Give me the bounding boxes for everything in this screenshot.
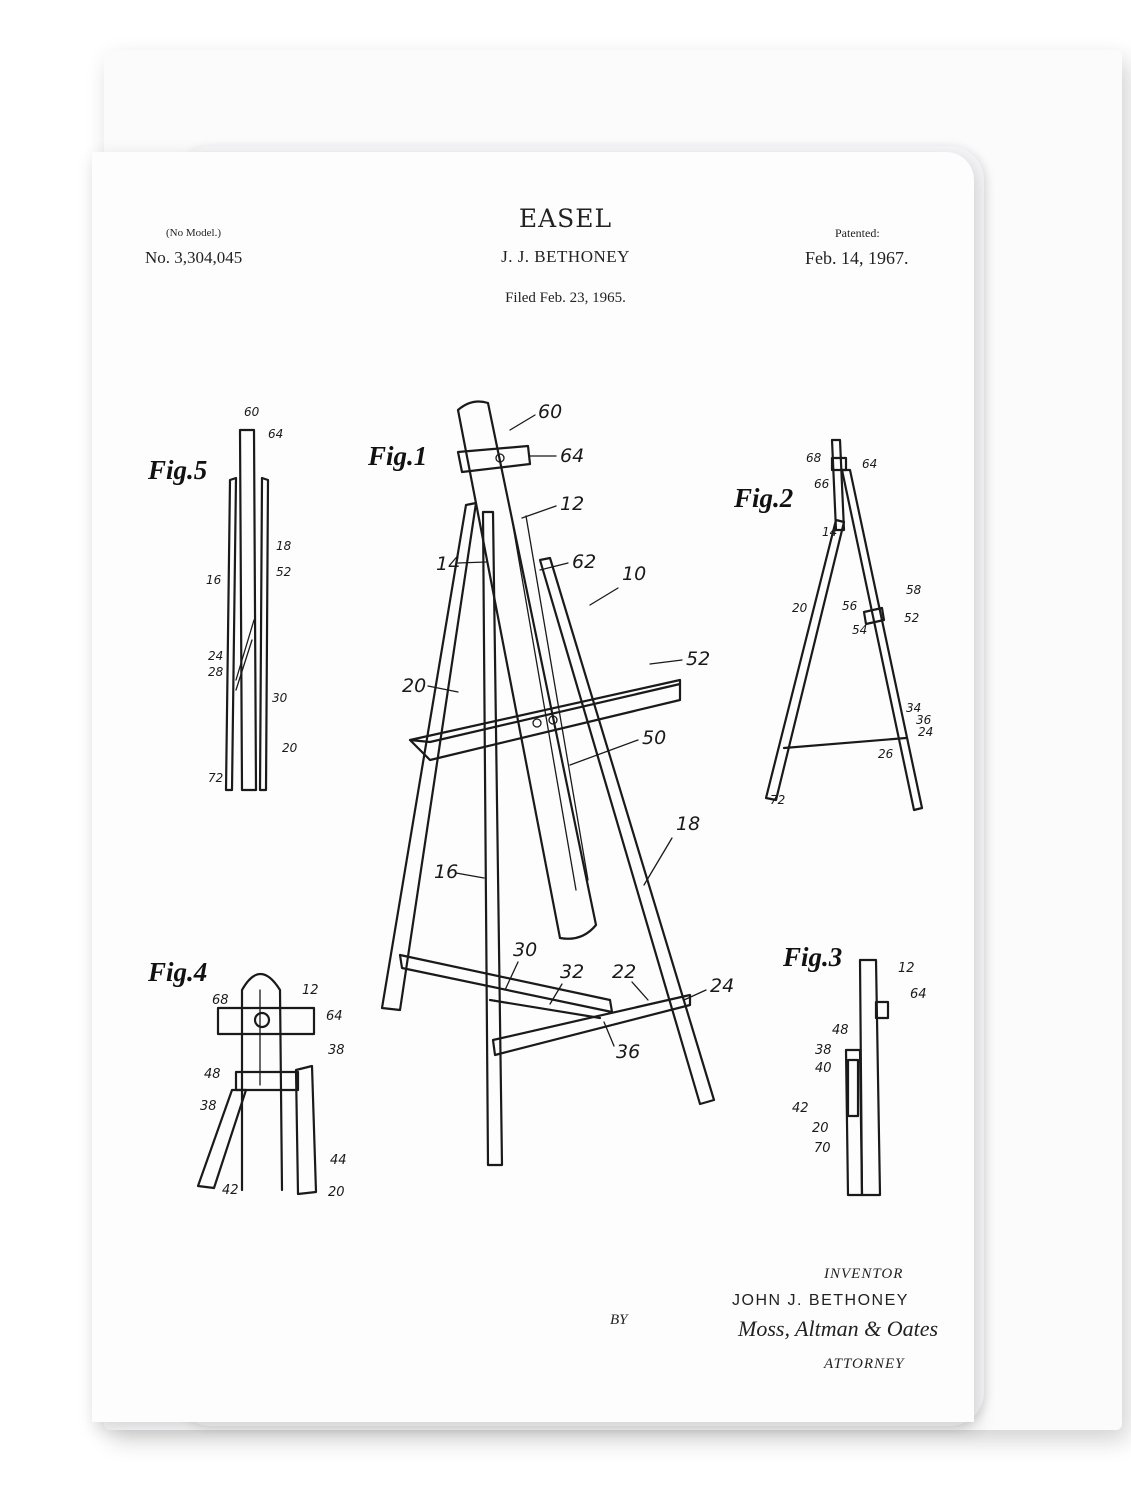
fig3-drawing	[846, 960, 888, 1195]
fig1-shelf-bolt-1	[533, 719, 541, 727]
fig2-ref-14: 14	[822, 525, 838, 539]
fig4-mast	[242, 974, 282, 1190]
no-model-label: (No Model.)	[166, 227, 221, 239]
fig5-ref-28: 28	[208, 665, 224, 679]
fig3-ref-42: 42	[792, 1101, 809, 1116]
fig2-drawing	[766, 440, 922, 810]
patented-label: Patented:	[835, 226, 880, 240]
fig3-ref-64: 64	[910, 987, 927, 1002]
fig4-ref-38b: 38	[200, 1099, 217, 1114]
fig3-ref-40: 40	[815, 1061, 832, 1076]
fig5-leg-right	[260, 478, 268, 790]
fig5-ref-18: 18	[276, 539, 292, 553]
patent-inventor-short: J. J. BETHONEY	[501, 247, 630, 266]
fig1-ref-16: 16	[434, 861, 459, 883]
fig3-bracket	[848, 1060, 858, 1116]
fig1-ref-24: 24	[710, 975, 735, 997]
inventor-name: JOHN J. BETHONEY	[732, 1292, 909, 1309]
fig1-ref-64: 64	[560, 445, 585, 467]
fig1-ref-30: 30	[513, 939, 538, 961]
fig5-ref-60: 60	[244, 405, 260, 419]
by-label: BY	[610, 1312, 628, 1328]
fig1-drawing	[382, 402, 714, 1165]
fig4-ref-12: 12	[302, 983, 319, 998]
fig1-brace-center	[490, 1000, 600, 1018]
fig5-mast	[240, 430, 256, 790]
fig4-knob	[255, 1013, 269, 1027]
fig4-ref-20: 20	[328, 1185, 345, 1200]
fig1-ref-20: 20	[402, 675, 427, 697]
fig3-label: Fig.3	[783, 942, 843, 972]
fig4-refs	[200, 983, 347, 1200]
fig3-ref-38: 38	[815, 1043, 832, 1058]
fig2-ref-66: 66	[814, 477, 830, 491]
fig2-ref-34: 34	[906, 701, 922, 715]
fig1-ref-10: 10	[622, 563, 647, 585]
patent-title: EASEL	[518, 204, 613, 233]
fig2-front-leg	[766, 520, 844, 800]
patented-date: Feb. 14, 1967.	[805, 248, 909, 268]
fig5-ref-20: 20	[282, 741, 298, 755]
fig1-ref-14: 14	[436, 553, 461, 575]
fig4-ref-64: 64	[326, 1009, 343, 1024]
fig2-ref-56: 56	[842, 599, 858, 613]
fig1-ref-60: 60	[538, 401, 563, 423]
fig2-ref-52: 52	[904, 611, 920, 625]
fig1-ref-36: 36	[616, 1041, 641, 1063]
fig1-brace-rear	[493, 995, 690, 1055]
fig2-refs	[770, 451, 933, 807]
filed-date: Filed Feb. 23, 1965.	[505, 290, 626, 306]
fig2-ref-36: 36	[916, 713, 932, 727]
fig4-clamp	[218, 1008, 314, 1034]
fig2-label: Fig.2	[734, 483, 794, 513]
fig1-ref-50: 50	[642, 727, 667, 749]
fig2-ref-68: 68	[806, 451, 822, 465]
fig2-ref-24: 24	[918, 725, 934, 739]
fig1-refs	[402, 401, 734, 1063]
fig5-ref-30: 30	[272, 691, 288, 705]
fig2-ref-20: 20	[792, 601, 808, 615]
fig5-ref-16: 16	[206, 573, 222, 587]
fig3-mast	[860, 960, 880, 1195]
fig2-mast	[832, 440, 844, 530]
fig2-ref-72: 72	[770, 793, 786, 807]
fig1-leg-center	[483, 512, 502, 1165]
fig5-refs	[206, 405, 298, 785]
fig3-ref-48: 48	[832, 1023, 849, 1038]
fig5-label: Fig.5	[148, 455, 208, 485]
fig1-leg-left	[382, 503, 476, 1010]
attorney-signature: Moss, Altman & Oates	[738, 1316, 939, 1341]
fig2-ref-54: 54	[852, 623, 868, 637]
fig4-ref-38: 38	[328, 1043, 345, 1058]
fig2-ref-64: 64	[862, 457, 878, 471]
fig4-label: Fig.4	[148, 957, 208, 987]
fig3-ref-20: 20	[812, 1121, 829, 1136]
fig4-ref-68: 68	[212, 993, 229, 1008]
fig5-ref-52: 52	[276, 565, 292, 579]
fig1-ref-32: 32	[560, 961, 585, 983]
fig3-ref-12: 12	[898, 961, 915, 976]
fig1-ref-12: 12	[560, 493, 585, 515]
fig1-ref-18: 18	[676, 813, 701, 835]
fig1-label: Fig.1	[368, 441, 428, 471]
fig2-ref-58: 58	[906, 583, 922, 597]
fig1-mast	[458, 402, 596, 939]
fig1-ref-62: 62	[572, 551, 597, 573]
fig4-ref-42: 42	[222, 1183, 239, 1198]
fig1-ref-22: 22	[612, 961, 637, 983]
fig1-shelf	[410, 680, 680, 760]
fig3-ref-70: 70	[814, 1141, 831, 1156]
fig1-ref-52: 52	[686, 648, 711, 670]
fig2-ref-26: 26	[878, 747, 894, 761]
inventor-label: INVENTOR	[824, 1266, 904, 1282]
fig5-leg-left	[226, 478, 236, 790]
patent-number: No. 3,304,045	[145, 248, 243, 267]
fig5-drawing	[226, 430, 268, 790]
fig4-collar	[236, 1072, 298, 1090]
fig5-ref-72: 72	[208, 771, 224, 785]
fig4-ref-44: 44	[330, 1153, 347, 1168]
fig4-ref-48: 48	[204, 1067, 221, 1082]
attorney-label: ATTORNEY	[824, 1356, 905, 1372]
fig5-ref-24: 24	[208, 649, 224, 663]
fig5-ref-64: 64	[268, 427, 284, 441]
